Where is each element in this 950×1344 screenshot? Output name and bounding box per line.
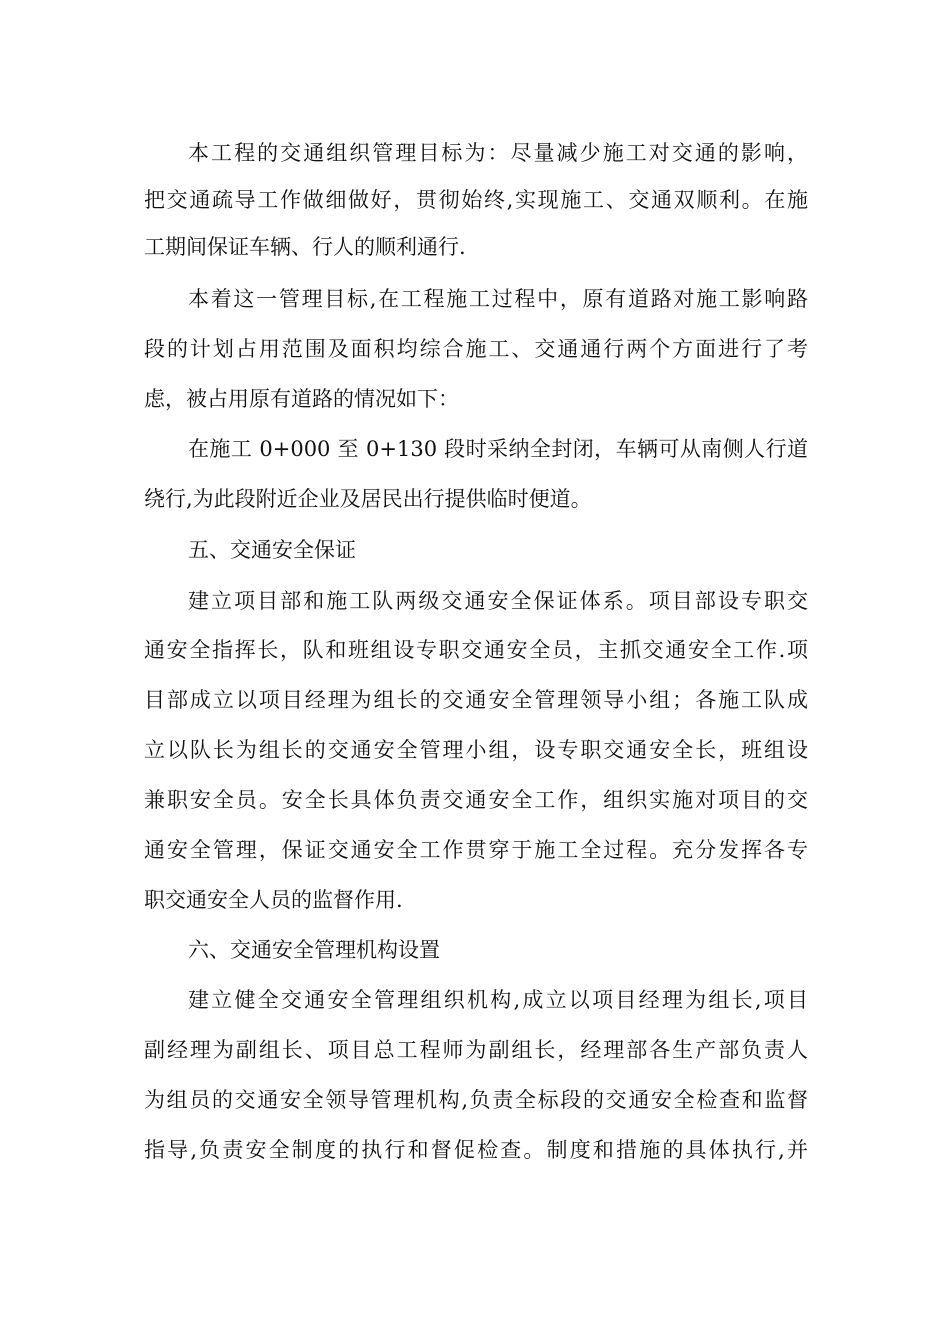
paragraph-line: 绕行,为此段附近企业及居民出行提供临时便道。 (144, 487, 592, 511)
paragraph-line: 本工程的交通组织管理目标为：尽量减少施工对交通的影响， (188, 141, 808, 165)
paragraph-line: 职交通安全人员的监督作用. (144, 888, 403, 912)
section-heading: 六、交通安全管理机构设置 (188, 938, 440, 962)
paragraph-line: 副经理为副组长、项目总工程师为副组长，经理部各生产部负责人 (144, 1038, 808, 1062)
paragraph-line: 段的计划占用范围及面积均综合施工、交通通行两个方面进行了考 (144, 337, 808, 361)
paragraph-line: 虑，被占用原有道路的情况如下： (144, 387, 459, 411)
paragraph-line: 通安全指挥长，队和班组设专职交通安全员，主抓交通安全工作.项 (144, 638, 808, 662)
paragraph-line: 目部成立以项目经理为组长的交通安全管理领导小组；各施工队成 (144, 688, 808, 712)
paragraph-line: 通安全管理，保证交通安全工作贯穿于施工全过程。充分发挥各专 (144, 838, 808, 862)
paragraph-line: 为组员的交通安全领导管理机构,负责全标段的交通安全检查和监督 (144, 1088, 808, 1112)
paragraph-line: 建立项目部和施工队两级交通安全保证体系。项目部设专职交 (188, 589, 808, 613)
paragraph-line: 建立健全交通安全管理组织机构,成立以项目经理为组长,项目 (188, 988, 808, 1012)
paragraph-line: 在施工 0+000 至 0+130 段时采纳全封闭，车辆可从南侧人行道 (188, 437, 808, 461)
section-heading: 五、交通安全保证 (188, 538, 356, 562)
paragraph-line: 本着这一管理目标,在工程施工过程中，原有道路对施工影响路 (188, 287, 808, 311)
paragraph-line: 兼职安全员。安全长具体负责交通安全工作，组织实施对项目的交 (144, 788, 808, 812)
paragraph-line: 工期间保证车辆、行人的顺利通行. (144, 235, 466, 259)
paragraph-line: 把交通疏导工作做细做好，贯彻始终,实现施工、交通双顺利。在施 (144, 188, 808, 212)
paragraph-line: 立以队长为组长的交通安全管理小组，设专职交通安全长，班组设 (144, 738, 808, 762)
paragraph-line: 指导,负责安全制度的执行和督促检查。制度和措施的具体执行,并 (144, 1138, 808, 1162)
